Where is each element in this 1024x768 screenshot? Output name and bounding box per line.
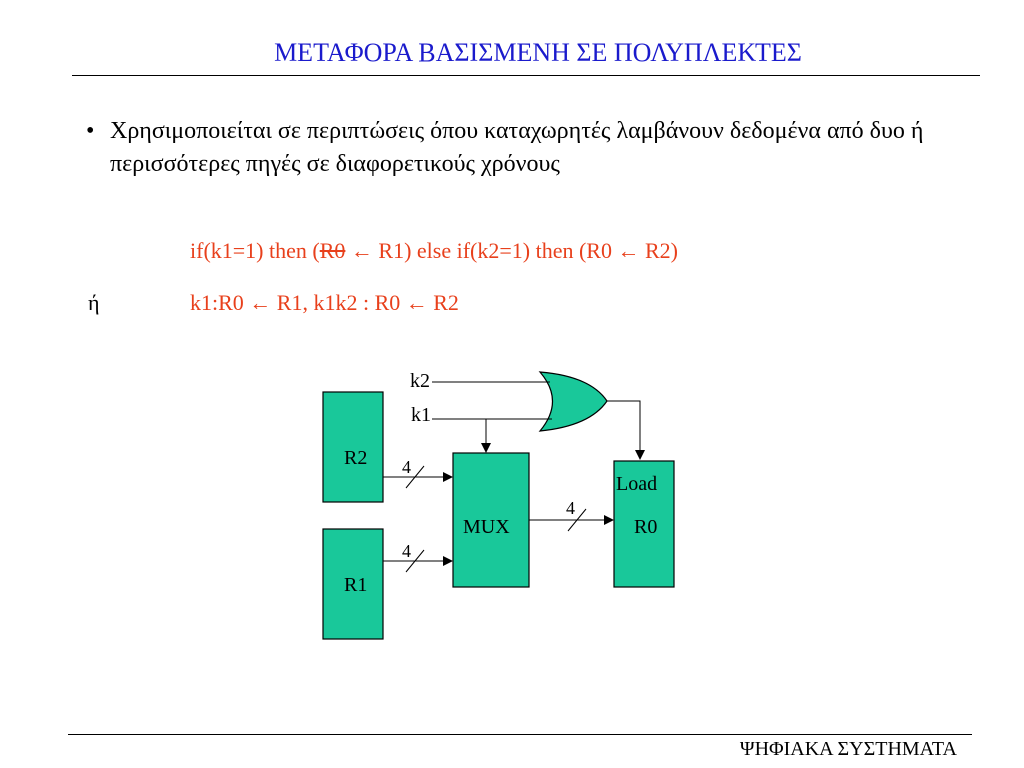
- code-line-if-struck: R0: [319, 238, 346, 263]
- register-r1-label: R1: [344, 574, 368, 596]
- or-gate: [540, 372, 607, 431]
- code-line-if-part-a: if(k1=1) then (: [190, 238, 320, 263]
- r2-bus-width: 4: [402, 457, 411, 477]
- or-word: ή: [88, 290, 100, 315]
- bullet-marker: •: [86, 118, 95, 144]
- k2-label: k2: [410, 370, 430, 392]
- or-to-load-wire: [607, 401, 640, 459]
- register-r0-label: R0: [634, 516, 658, 538]
- mux-label: MUX: [463, 516, 510, 538]
- slide-title: ΜΕΤΑΦΟΡΑ ΒΑΣΙΣΜΕΝΗ ΣΕ ΠΟΛΥΠΛΕΚΤΕΣ: [274, 38, 802, 67]
- register-r0-load-label: Load: [616, 473, 658, 495]
- register-r2-label: R2: [344, 447, 368, 469]
- bullet-text: Χρησιμοποιείται σε περιπτώσεις όπου καταχωρητές λαμβάνουν δεδομένα από δυο ή περισσότερες πηγές σε διαφορετικούς χρόνους: [110, 118, 924, 177]
- mux-bus-width: 4: [566, 498, 575, 518]
- r1-bus-width: 4: [402, 541, 411, 561]
- code-line-rtl: k1:R0 ← R1, k1k2 : R0 ← R2: [190, 290, 459, 315]
- code-line-if-part-b: ← R1) else if(k2=1) then (R0 ← R2): [345, 238, 678, 263]
- footer-divider: [68, 734, 972, 735]
- k1-label: k1: [411, 404, 431, 426]
- footer-text: ΨΗΦΙΑΚΑ ΣΥΣΤΗΜΑΤΑ: [739, 738, 957, 760]
